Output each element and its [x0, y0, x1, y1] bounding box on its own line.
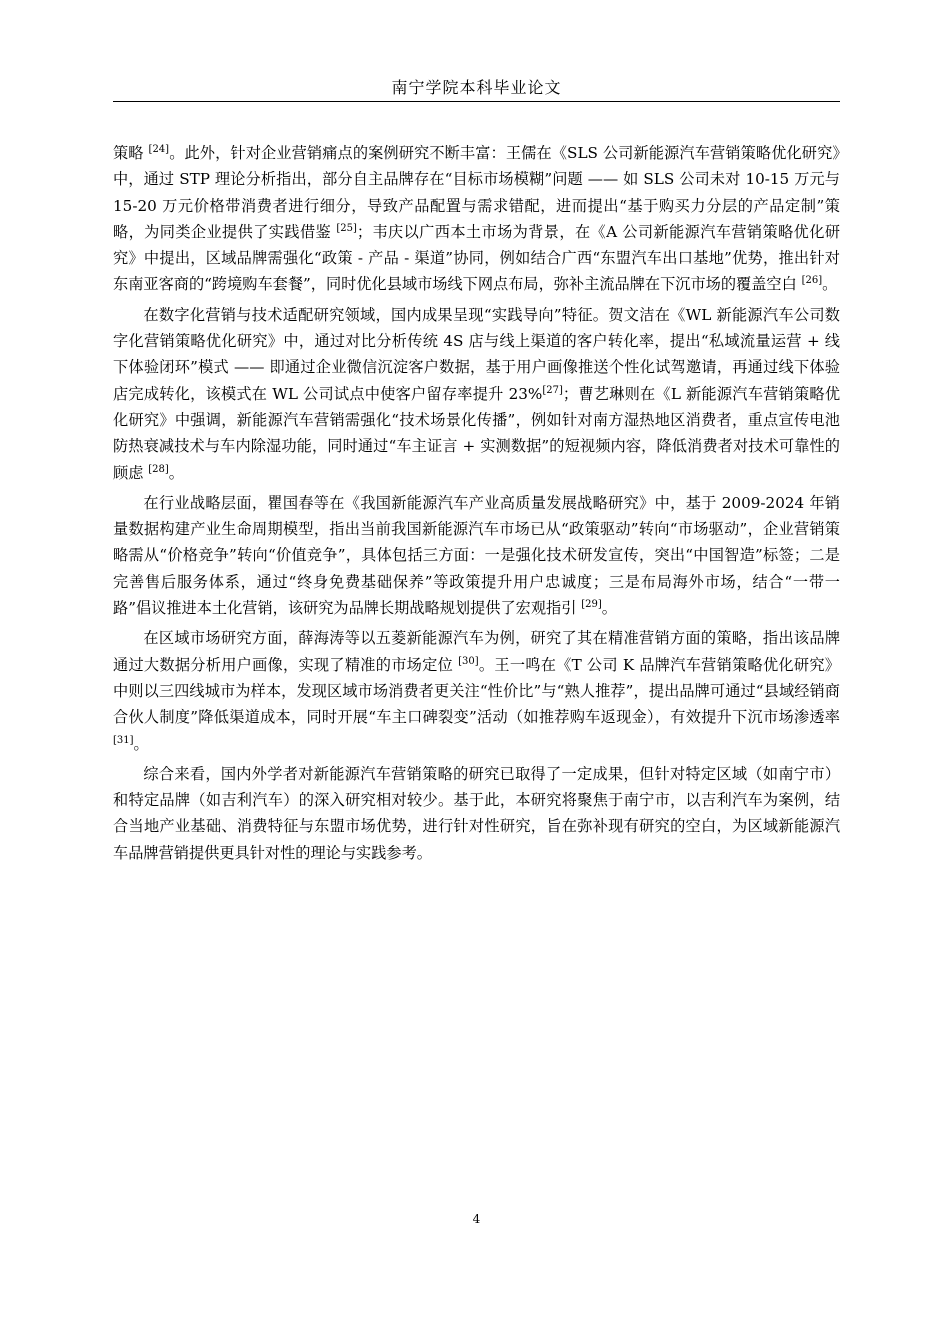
citation-ref: [25] — [336, 222, 357, 234]
paragraph-3 — [113, 490, 840, 621]
citation-ref: [31] — [113, 734, 134, 746]
text-run: 综合来看，国内外学者对新能源汽车营销策略的研究已取得了一定成果，但针对特定区域（如南宁市）和特定品牌（如吉利汽车）的深入研究相对较少。基于此，本研究将聚焦于南宁市，以吉利汽车为案例，结合当地产业基础、消费特征与东盟市场优势，进行针对性研究，旨在弥补现有研究的空白，为区域新能源汽车品牌营销提供更具针对性的理论与实践参考。 — [113, 764, 840, 862]
citation-ref: [26] — [801, 275, 823, 287]
page-number: 4 — [472, 1212, 481, 1226]
citation-ref: [28] — [148, 463, 169, 475]
paragraph-4 — [113, 625, 840, 756]
paragraph-5 — [113, 761, 840, 866]
paragraph-1 — [113, 140, 840, 298]
text-run: 。 — [601, 599, 617, 618]
running-header: 南宁学院本科毕业论文 — [391, 78, 562, 97]
text-run: ；曹艺琳则在《L 新能源汽车营销策略优化研究》中强调，新能源汽车营销需强化“技术场景化传播”，例如针对南方湿热地区消费者，重点宣传电池防热衰减技术与车内除湿功能，同时通过“车主证言 + 实测数据”的短视频内容，降低消费者对技术可靠性的顾虑 — [113, 384, 841, 482]
paragraph-2 — [113, 302, 840, 486]
text-run: ；韦庆以广西本土市场为背景，在《A 公司新能源汽车营销策略优化研究》中提出，区域品牌需强化“政策 - 产品 - 渠道”协同，例如结合广西“东盟汽车出口基地”优势，推出针对东南亚客商的“跨境购车套餐”，同时优化县域市场线下网点布局，弥补主流品牌在下沉市场的覆盖空白 — [113, 222, 841, 294]
text-run: 在数字化营销与技术适配研究领域，国内成果呈现“实践导向”特征。贺文洁在《WL 新能源汽车公司数字化营销策略优化研究》中，通过对比分析传统 4S 店与线上渠道的客户转化率，提出“私域流量运营 + 线下体验闭环”模式 —— 即通过企业微信沉淀客户数据，基于用户画像推送个性化试驾邀请，再通过线下体验店完成转化，该模式在 WL 公司试点中使客户留存率提升 23% — [113, 305, 840, 403]
header-rule — [113, 101, 840, 102]
text-run: 策略 — [113, 144, 149, 162]
text-run: 在区域市场研究方面，薛海涛等以五菱新能源汽车为例，研究了其在精准营销方面的策略，指出该品牌通过大数据分析用户画像，实现了精准的市场定位 — [113, 629, 840, 674]
text-run: 在行业战略层面，瞿国春等在《我国新能源汽车产业高质量发展战略研究》中，基于 2009-2024 年销量数据构建产业生命周期模型，指出当前我国新能源汽车市场已从“政策驱动”转向“市场驱动”，企业营销策略需从“价格竞争”转向“价值竞争”，具体包括三方面：一是强化技术研发宣传，突出“中国智造”标签；二是完善售后服务体系，通过“终身免费基础保养”等政策提升用户忠诚度；三是布局海外市场，结合“一带一路”倡议推进本土化营销，该研究为品牌长期战略规划提供了宏观指引 — [113, 493, 840, 618]
text-run: 。王一鸣在《T 公司 K 品牌汽车营销策略优化研究》中则以三四线城市为样本，发现区域市场消费者更关注“性价比”与“熟人推荐”，提出品牌可通过“县域经销商合伙人制度”降低渠道成本，同时开展“车主口碑裂变”活动（如推荐购车返现金），有效提升下沉市场渗透率 — [113, 655, 840, 727]
citation-ref: [29] — [581, 599, 602, 611]
citation-ref: [30] — [458, 655, 479, 667]
text-run: 。此外，针对企业营销痛点的案例研究不断丰富：王儒在《SLS 公司新能源汽车营销策略优化研究》中，通过 STP 理论分析指出，部分自主品牌存在“目标市场模糊”问题 —— 如 SLS 公司未对 10-15 万元与 15-20 万元价格带消费者进行细分，导致产品配置与需求错配，进而提出“基于购买力分层的产品定制”策略，为同类企业提供了实践借鉴 — [113, 144, 840, 241]
body-text — [113, 140, 840, 866]
citation-ref: [27] — [542, 384, 563, 396]
text-run: 。 — [133, 734, 149, 753]
citation-ref: [24] — [148, 144, 170, 155]
text-run: 。 — [822, 275, 838, 294]
text-run: 。 — [168, 463, 184, 482]
